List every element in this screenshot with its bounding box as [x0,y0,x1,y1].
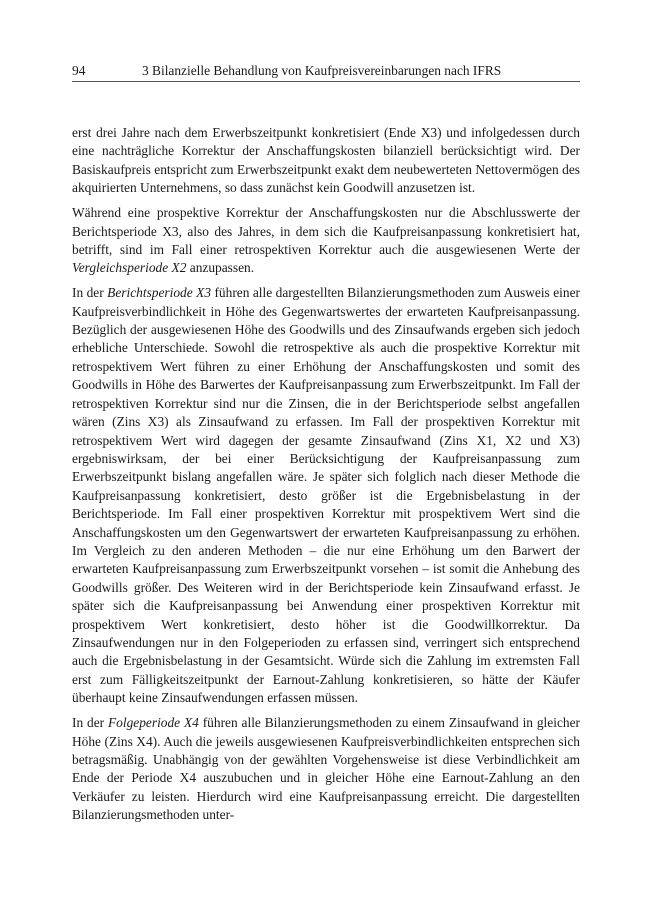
paragraph-2-text-after: anzupassen. [186,260,255,276]
paragraph-4-emphasis: Folgeperiode X4 [107,715,199,731]
header-rule [72,81,580,82]
paragraph-3-emphasis: Berichtsperiode X3 [107,285,212,301]
paragraph-4-text-before: In der [72,715,108,731]
paragraph-1-text: erst drei Jahre nach dem Erwerbszeitpunkt konkretisiert (Ende X3) und infolgedessen durch eine nachträgliche Korrektur der Anschaffungskosten bilanziell berücksichtigt wird. Der Basiskaufpreis entspricht zum Erwerbszeitpunkt exakt dem neubewerteten Nettovermögen des akquirierten Unternehmens, so dass zunächst kein Goodwill anzusetzen ist. [72,125,580,196]
page-number: 94 [72,63,86,78]
paragraph-2-emphasis: Vergleichsperiode X2 [72,260,187,276]
paragraph-1 [72,124,580,198]
body-text [72,124,580,831]
paragraph-2 [72,204,580,278]
paragraph-2-text-before: Während eine prospektive Korrektur der Anschaffungskosten nur die Abschlusswerte der Berichtsperiode X3, also des Jahres, in dem sich die Kaufpreisanpassung konkretisiert hat, betrifft, sind im Fall einer retrospektiven Korrektur auch die ausgewiesenen Werte der [72,205,580,257]
running-header [72,63,580,79]
paragraph-3-text-after: führen alle dargestellten Bilanzierungsmethoden zum Ausweis einer Kaufpreisverbindlichkeit in Höhe des Gegenwartswertes der erwarteten Kaufpreisanpassung. Bezüglich der ausgewiesenen Höhe des Goodwills und des Zinsaufwands ergeben sich jedoch erhebliche Unterschiede. Sowohl die retrospektive als auch die prospektive Korrektur mit retrospektivem Wert führen zu einer Erhöhung der Anschaffungskosten und somit des Goodwills in Höhe des Barwertes der Kaufpreisanpassung zum Erwerbszeitpunkt. Im Fall der retrospektiven Korrektur sind nur die Zinsen, die in der Berichtsperiode selbst angefallen wären (Zins X3) als Zinsaufwand zu erfassen. Im Fall der prospektiven Korrektur mit retrospektivem Wert wird dagegen der gesamte Zinsaufwand (Zins X1, X2 und X3) ergebniswirksam, der bei einer Berücksichtigung der Kaufpreisanpassung zum Erwerbszeitpunkt bislang angefallen wäre. Je später sich folglich nach dieser Methode die Kaufpreisanpassung konkretisiert, desto größer ist die Ergebnisbelastung in der Berichtsperiode. Im Fall einer prospektiven Korrektur mit prospektivem Wert sind die Anschaffungskosten um den Gegenwartswert der erwarteten Kaufpreisanpassung zu erhöhen. Im Vergleich zu den anderen Methoden – die nur eine Erhöhung um den Barwert der erwarteten Kaufpreisanpassung zum Erwerbszeitpunkt vorsehen – ist somit die Anhebung des Goodwills größer. Des Weiteren wird in der Berichtsperiode kein Zinsaufwand erfasst. Je später sich die Kaufpreisanpassung bei Anwendung einer prospektiven Korrektur mit prospektivem Wert konkretisiert, desto höher ist die Goodwillkorrektur. Da Zinsaufwendungen nur in den Folgeperioden zu erfassen sind, verringert sich entsprechend auch die Ergebnisbelastung in der Gesamtsicht. Würde sich die Zahlung im extremsten Fall erst zum Fälligkeitszeitpunkt der Earnout-Zahlung konkretisieren, so hätte der Käufer überhaupt keine Zinsaufwendungen erfassen müssen. [72,285,580,706]
paragraph-4 [72,714,580,824]
paragraph-4-text-after: führen alle Bilanzierungsmethoden zu einem Zinsaufwand in gleicher Höhe (Zins X4). Auch die jeweils ausgewiesenen Kaufpreisverbindlichkeiten entsprechen sich betragsmäßig. Unabhängig von der gewählten Vorgehensweise ist diese Verbindlichkeit am Ende der Periode X4 auszubuchen und in gleicher Höhe eine Earnout-Zahlung an den Verkäufer zu leisten. Hierdurch wird eine Kaufpreisanpassung erreicht. Die dargestellten Bilanzierungsmethoden unter- [72,715,580,823]
paragraph-3-text-before: In der [72,285,108,301]
running-title: 3 Bilanzielle Behandlung von Kaufpreisvereinbarungen nach IFRS [142,63,502,78]
paragraph-3 [72,284,580,707]
